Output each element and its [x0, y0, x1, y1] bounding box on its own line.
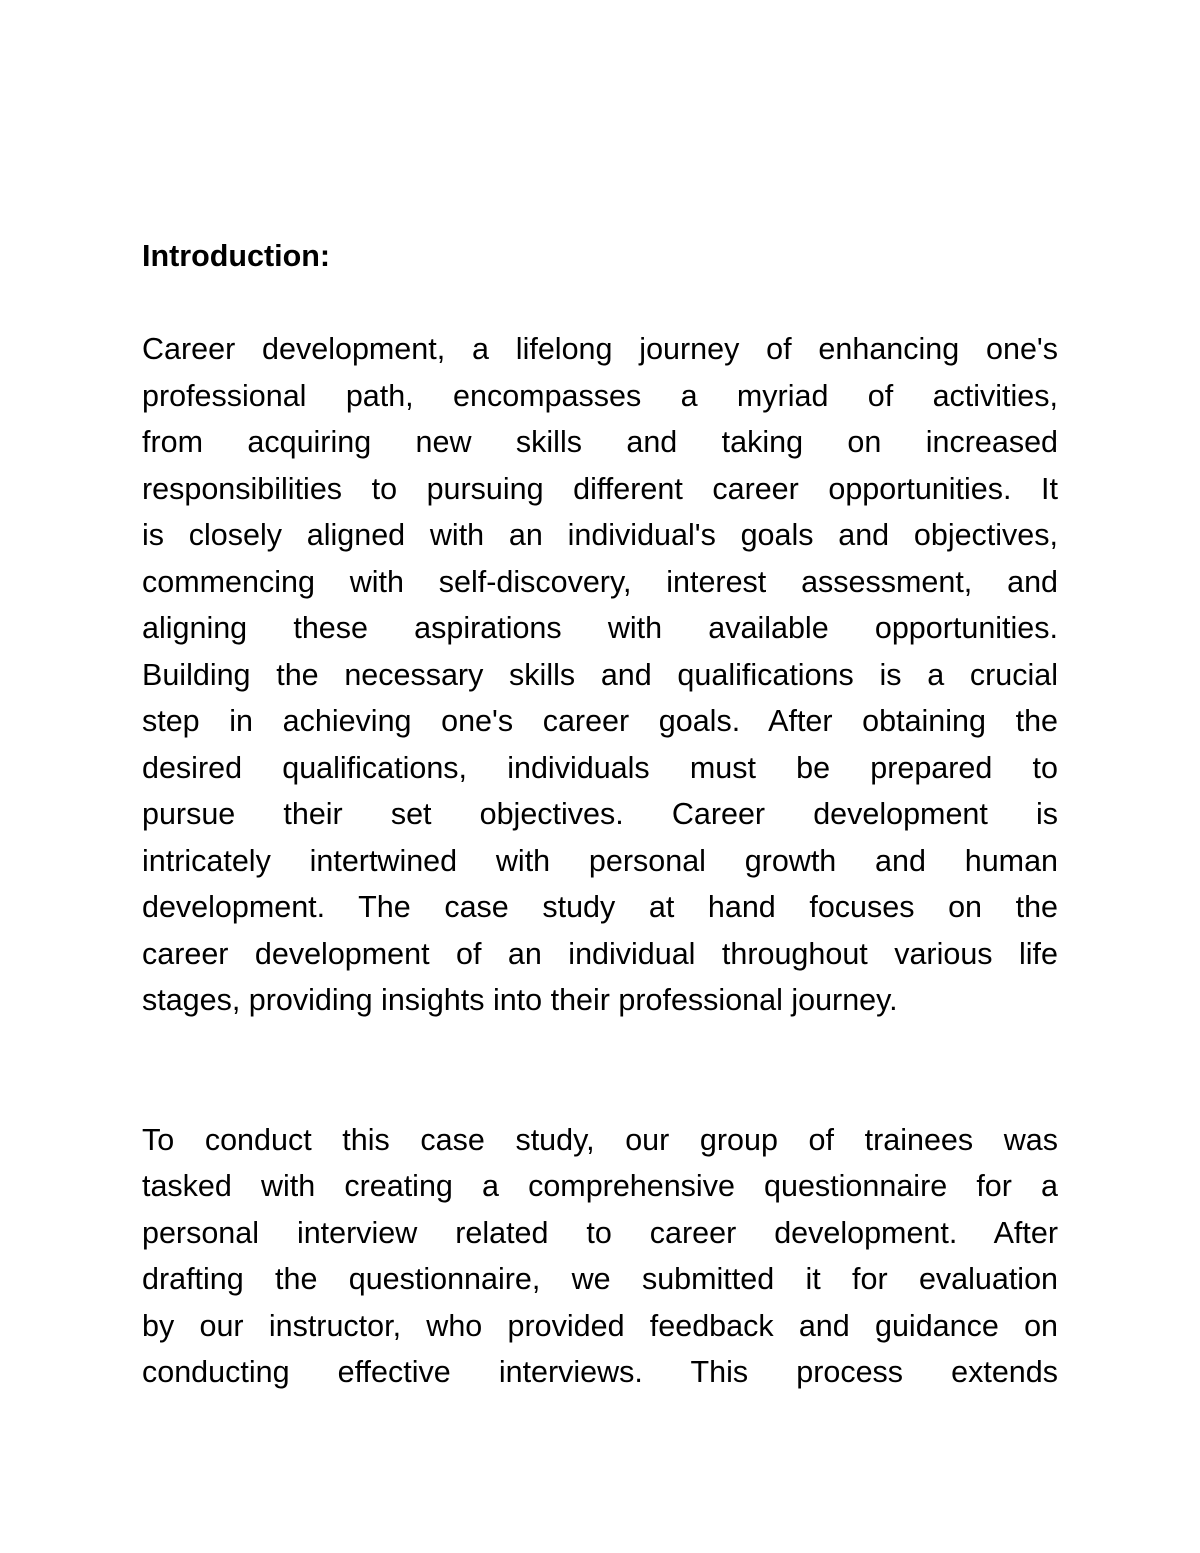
text-line: Career development, a lifelong journey of enhancing one's	[142, 332, 1058, 366]
text-line: To conduct this case study, our group of trainees was	[142, 1122, 1058, 1157]
text-line: stages, providing insights into their professional journey.	[142, 983, 898, 1017]
text-line: commencing with self-discovery, interest assessment, and	[142, 564, 1058, 599]
text-line: by our instructor, who provided feedback and guidance on	[142, 1308, 1058, 1343]
text-line: development. The case study at hand focuses on the	[142, 890, 1058, 924]
text-line: desired qualifications, individuals must be prepared to	[142, 750, 1058, 785]
text-line: professional path, encompasses a myriad of activities,	[142, 378, 1058, 413]
text-line: Building the necessary skills and qualifications is a crucial	[142, 657, 1058, 692]
text-line: drafting the questionnaire, we submitted it for evaluation	[142, 1262, 1058, 1296]
text-line: is closely aligned with an individual's goals and objectives,	[142, 518, 1058, 552]
spacer	[142, 1024, 1058, 1117]
section-heading: Introduction:	[142, 239, 331, 273]
text-line: tasked with creating a comprehensive questionnaire for a	[142, 1169, 1058, 1203]
text-line: pursue their set objectives. Career development is	[142, 797, 1058, 831]
text-line: personal interview related to career development. After	[142, 1215, 1058, 1250]
text-line: step in achieving one's career goals. After obtaining the	[142, 704, 1058, 738]
paragraph-method	[142, 1117, 1058, 1396]
paragraph-intro	[142, 326, 1058, 1024]
text-line: conducting effective interviews. This process extends	[142, 1355, 1058, 1389]
text-line: career development of an individual throughout various life	[142, 936, 1058, 971]
spacer	[142, 280, 1058, 327]
document-page	[142, 233, 1058, 1396]
text-line: aligning these aspirations with available opportunities.	[142, 611, 1058, 645]
text-line: from acquiring new skills and taking on increased	[142, 425, 1058, 459]
text-line: intricately intertwined with personal growth and human	[142, 843, 1058, 878]
text-line: responsibilities to pursuing different career opportunities. It	[142, 471, 1058, 506]
